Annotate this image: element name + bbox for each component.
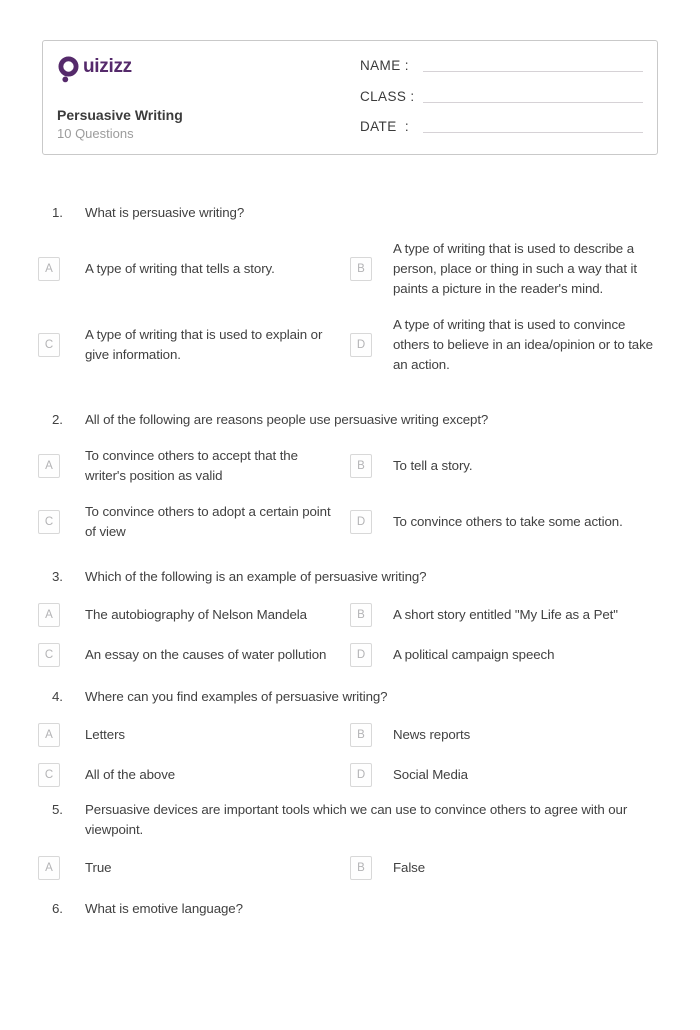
option-letter-box: C (38, 643, 60, 667)
date-label: DATE : (360, 119, 410, 134)
answer-option-a (38, 603, 350, 627)
answer-option-b (350, 723, 664, 747)
option-text: A type of writing that is used to convince others to believe in an idea/opinion or to take an action. (393, 317, 653, 372)
option-row (0, 856, 700, 880)
option-text: A type of writing that is used to describe a person, place or thing in such a way that it paints a picture in the reader's mind. (393, 241, 637, 296)
question-text: All of the following are reasons people use persuasive writing except? (85, 412, 489, 427)
class-write-line (423, 101, 643, 103)
answer-option-a (38, 723, 350, 747)
answer-option-c (38, 502, 350, 542)
question-text: Persuasive devices are important tools which we can use to convince others to agree with our viewpoint. (85, 802, 628, 837)
option-text: News reports (393, 727, 471, 742)
option-letter-box: C (38, 763, 60, 787)
answer-option-b (350, 239, 664, 299)
question-number: 1. (52, 205, 63, 220)
quizizz-wordmark: uizizz (83, 56, 132, 77)
quiz-question-count: 10 Questions (57, 126, 134, 141)
option-text: True (85, 860, 112, 875)
option-text: False (393, 860, 426, 875)
option-letter-box: A (38, 856, 60, 880)
quiz-title-block (57, 107, 360, 142)
option-letter-box: A (38, 454, 60, 478)
question-text: Which of the following is an example of persuasive writing? (85, 569, 427, 584)
answer-option-b (350, 603, 664, 627)
student-info-fields (360, 54, 643, 142)
answer-option-b (350, 454, 664, 478)
option-row (0, 603, 700, 627)
quizizz-q-icon (57, 56, 82, 83)
answer-option-d (350, 510, 664, 534)
option-text: A political campaign speech (393, 647, 555, 662)
option-letter-box: B (350, 856, 372, 880)
option-letter-box: B (350, 723, 372, 747)
date-field (360, 118, 643, 135)
name-label: NAME : (360, 58, 409, 73)
question-number: 4. (52, 689, 63, 704)
option-letter-box: C (38, 510, 60, 534)
option-text: To convince others to take some action. (393, 514, 623, 529)
option-row (0, 643, 700, 667)
answer-option-c (38, 643, 350, 667)
class-field (360, 88, 643, 105)
name-field (360, 57, 643, 74)
quiz-title: Persuasive Writing (57, 107, 183, 123)
option-text: A short story entitled "My Life as a Pet" (393, 607, 618, 622)
option-text: Letters (85, 727, 125, 742)
question-1 (0, 203, 700, 375)
option-text: To convince others to adopt a certain point of view (85, 504, 331, 539)
option-row (0, 315, 700, 375)
option-letter-box: A (38, 723, 60, 747)
question-number: 3. (52, 569, 63, 584)
option-text: The autobiography of Nelson Mandela (85, 607, 307, 622)
option-letter-box: D (350, 763, 372, 787)
option-letter-box: A (38, 257, 60, 281)
answer-option-a (38, 257, 350, 281)
answer-option-c (38, 325, 350, 365)
header-left (57, 54, 360, 142)
option-letter-box: B (350, 603, 372, 627)
option-text: A type of writing that tells a story. (85, 261, 275, 276)
answer-option-c (38, 763, 350, 787)
answer-option-false (350, 856, 664, 880)
date-write-line (423, 131, 643, 133)
option-text: A type of writing that is used to explain or give information. (85, 327, 323, 362)
class-label: CLASS : (360, 88, 415, 104)
question-text: Where can you find examples of persuasive writing? (85, 689, 388, 704)
option-letter-box: B (350, 257, 372, 281)
answer-option-true (38, 856, 350, 880)
option-letter-box: D (350, 643, 372, 667)
option-text: An essay on the causes of water pollution (85, 647, 327, 662)
option-row (0, 446, 700, 486)
question-text: What is emotive language? (85, 901, 243, 916)
question-4 (0, 687, 700, 787)
option-letter-box: B (350, 454, 372, 478)
name-write-line (423, 70, 643, 72)
option-text: To tell a story. (393, 458, 473, 473)
option-letter-box: D (350, 333, 372, 357)
option-row (0, 763, 700, 787)
question-3 (0, 567, 700, 667)
question-text: What is persuasive writing? (85, 205, 245, 220)
option-letter-box: D (350, 510, 372, 534)
option-letter-box: C (38, 333, 60, 357)
question-5 (0, 800, 700, 880)
question-2 (0, 410, 700, 542)
worksheet-header-card (42, 40, 658, 155)
option-text: To convince others to accept that the writer's position as valid (85, 448, 298, 483)
option-row (0, 502, 700, 542)
answer-option-d (350, 315, 664, 375)
option-letter-box: A (38, 603, 60, 627)
option-row (0, 723, 700, 747)
option-row (0, 239, 700, 299)
quizizz-logo (57, 56, 360, 83)
question-number: 2. (52, 412, 63, 427)
question-number: 6. (52, 901, 63, 916)
question-number: 5. (52, 802, 63, 817)
option-text: Social Media (393, 767, 468, 782)
answer-option-d (350, 643, 664, 667)
answer-option-d (350, 763, 664, 787)
answer-option-a (38, 446, 350, 486)
question-list (0, 203, 700, 919)
option-text: All of the above (85, 767, 176, 782)
question-6 (0, 899, 700, 919)
